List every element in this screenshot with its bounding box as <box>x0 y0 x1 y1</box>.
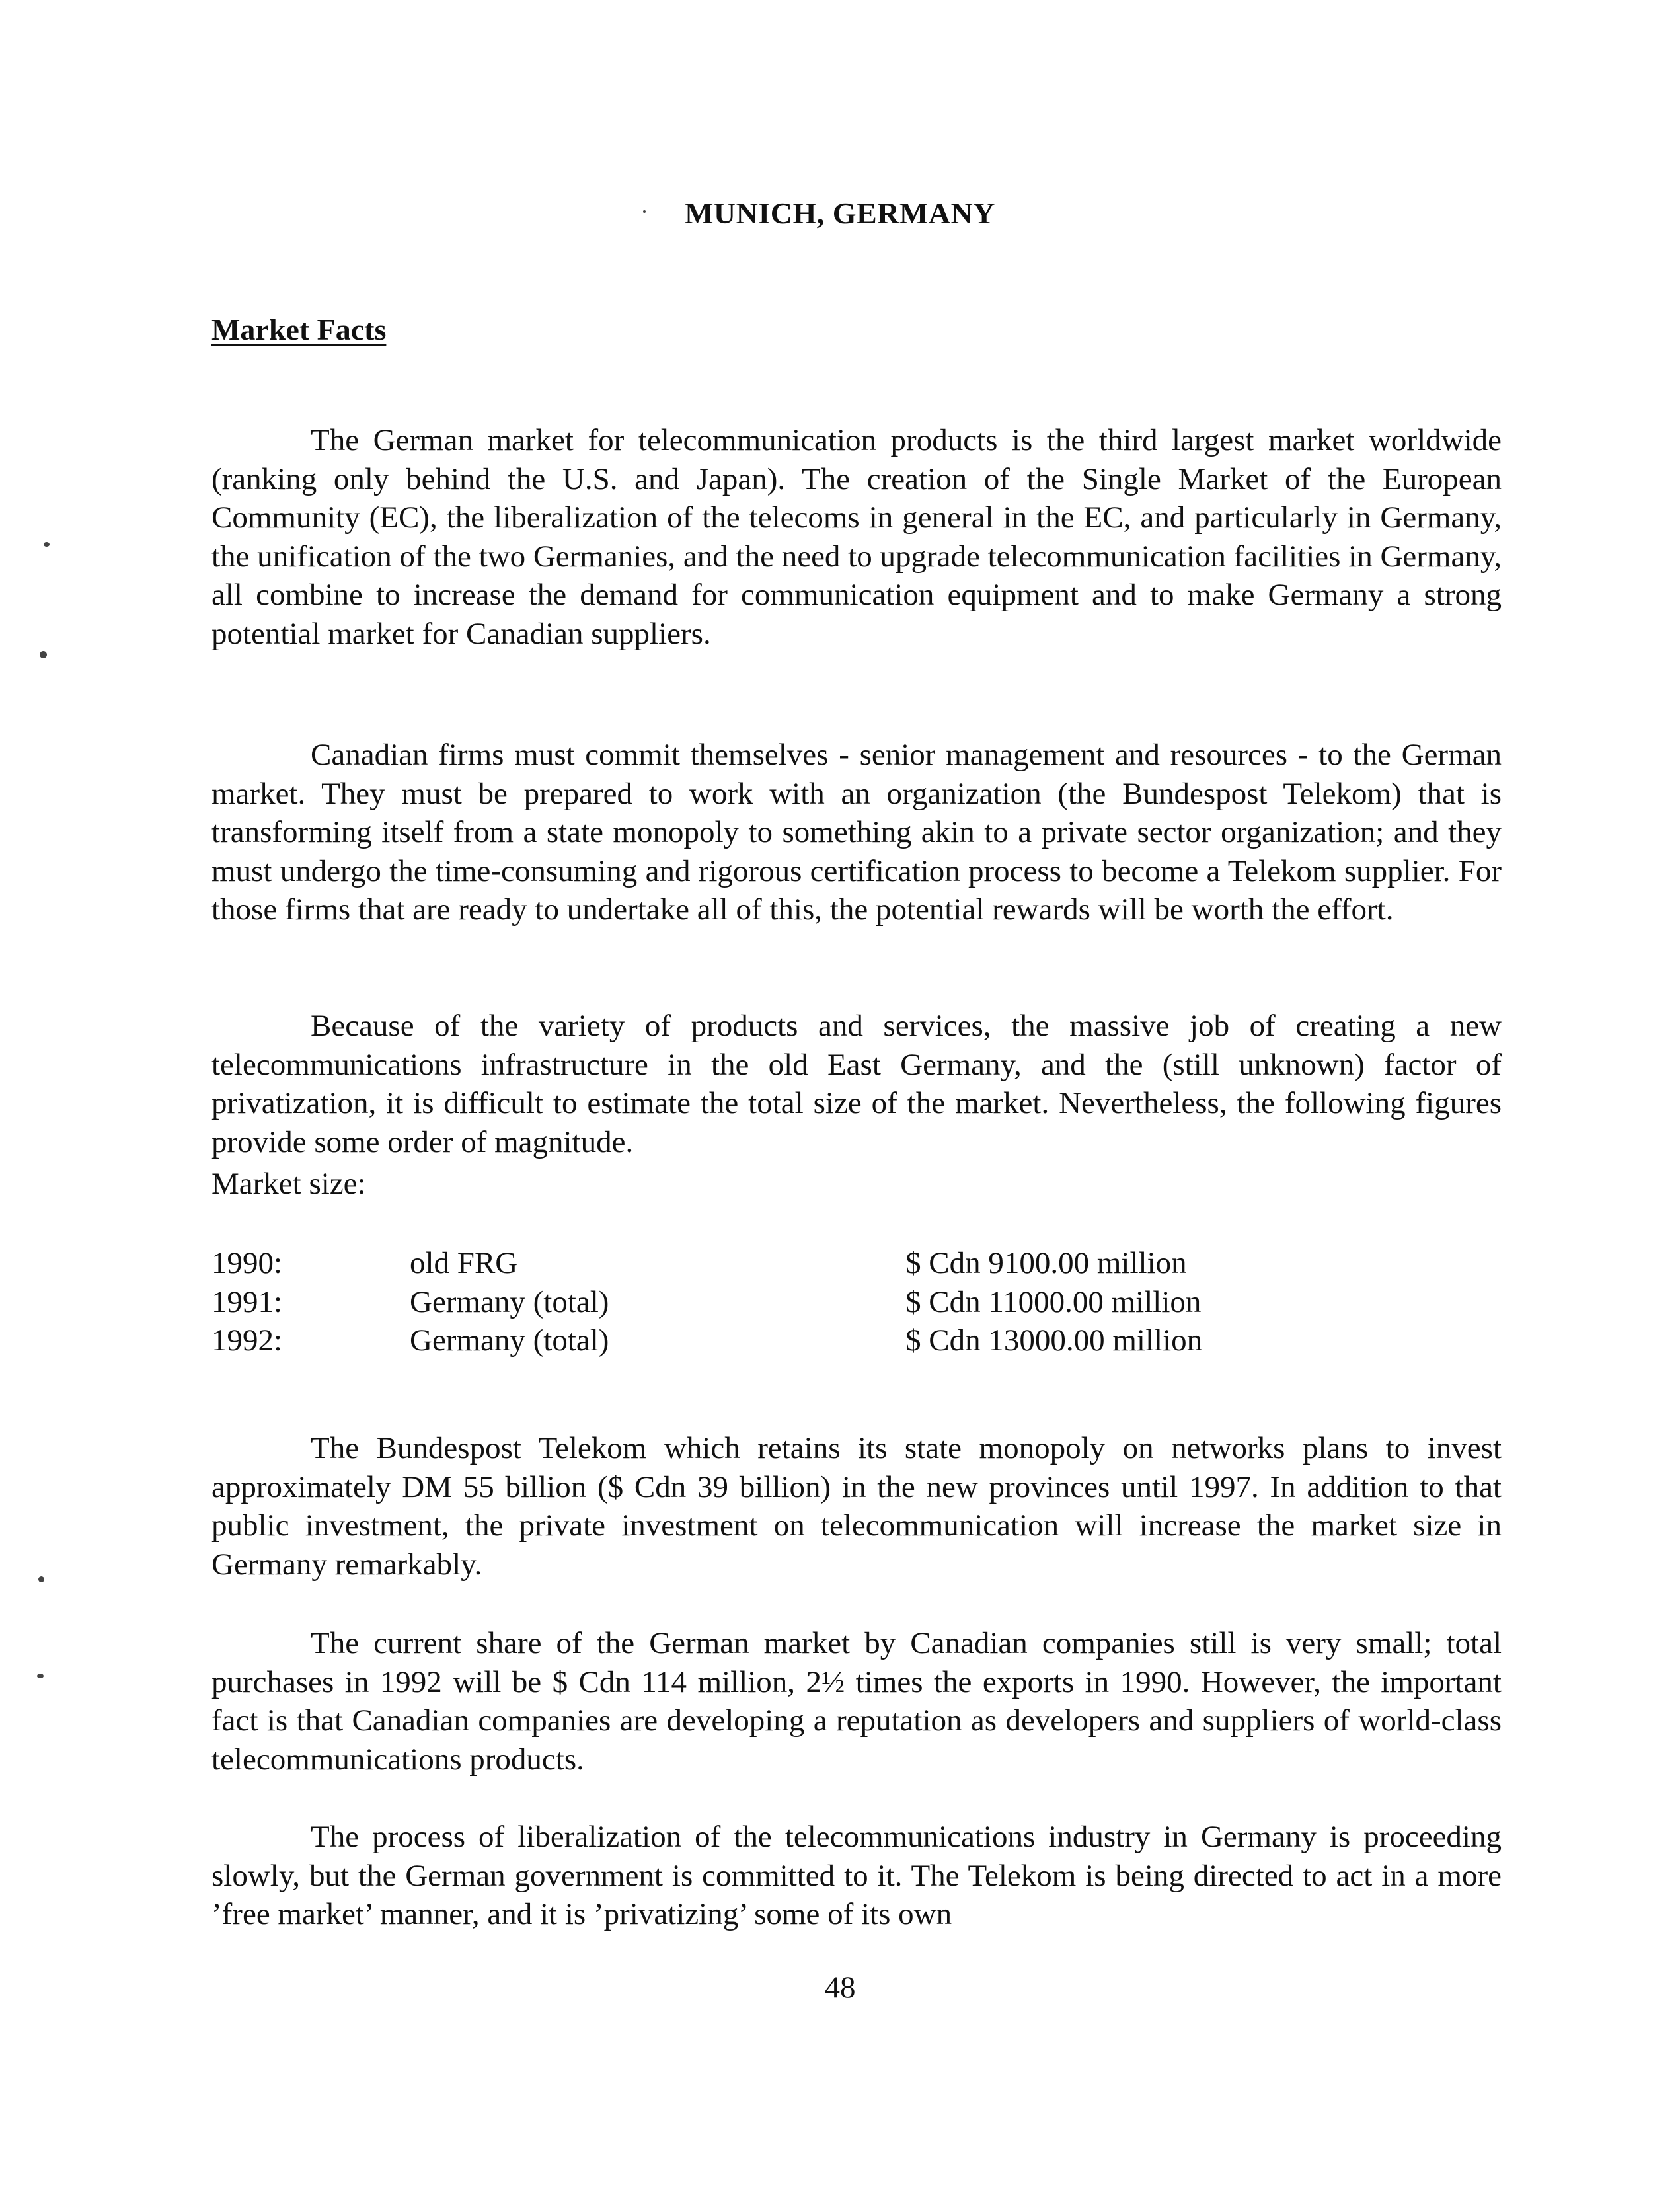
page-number: 48 <box>824 1970 856 2005</box>
paragraph-canadian-share: The current share of the German market by Canadian companies still is very small; total purchases in 1992 will be $ Cdn 114 million, 2½ times the exports in 1990. However, the important fact is that Canadian companies are developing a reputation as developers and suppliers of world-class telecommunications products. <box>211 1626 1502 1777</box>
value-cell: $ Cdn 13000.00 million <box>905 1323 1203 1358</box>
value-cell: $ Cdn 9100.00 million <box>905 1246 1187 1280</box>
paragraph-canadian-commitment: Canadian firms must commit themselves - senior management and resources - to the German market. They must be prepared to work with an organization (the Bundespost Telekom) that is transforming itself from a state monopoly to something akin to a private sector organization; and they must undergo the time-consuming and rigorous certification process to become a Telekom supplier. For those firms that are ready to undertake all of this, the potential rewards will be worth the effort. <box>211 738 1502 927</box>
year-cell: 1991: <box>211 1284 283 1319</box>
page-title: MUNICH, GERMANY <box>684 196 995 230</box>
paragraph-market-overview: The German market for telecommunication products is the third largest market worldwide (ranking only behind the U.S. and Japan). The creation of the Single Market of the European Community (EC), the liberalization of the telecoms in general in the EC, and particularly in Germany, the unification of the two Germanies, and the need to upgrade telecommunication facilities in Germany, all combine to increase the demand for communication equipment and to make Germany a strong potential market for Canadian suppliers. <box>211 423 1502 651</box>
table-row <box>211 1244 1335 1283</box>
market-size-label: Market size: <box>211 1167 366 1201</box>
scan-speck <box>40 651 47 658</box>
year-cell: 1990: <box>211 1246 283 1280</box>
value-cell: $ Cdn 11000.00 million <box>905 1284 1202 1319</box>
year-cell: 1992: <box>211 1323 283 1358</box>
section-heading: Market Facts <box>211 313 387 346</box>
table-row <box>211 1321 1335 1360</box>
region-cell: old FRG <box>410 1246 518 1280</box>
region-cell: Germany (total) <box>410 1284 609 1319</box>
paragraph-liberalization: The process of liberalization of the telecommunications industry in Germany is proceeding slowly, but the German government is committed to it. The Telekom is being directed to act in a more ’free market’ manner, and it is ’privatizing’ some of its own <box>211 1820 1502 1931</box>
market-size-table <box>211 1244 1335 1360</box>
scan-speck <box>38 1576 44 1582</box>
table-row <box>211 1283 1335 1322</box>
scan-speck <box>37 1674 44 1678</box>
paragraph-market-estimate: Because of the variety of products and services, the massive job of creating a new telecommunications infrastructure in the old East Germany, and the (still unknown) factor of privatization, it is difficult to estimate the total size of the market. Nevertheless, the following figures provide some order of magnitude. <box>211 1009 1502 1159</box>
scan-speck <box>643 210 646 213</box>
region-cell: Germany (total) <box>410 1323 609 1358</box>
paragraph-telekom-investment: The Bundespost Telekom which retains its state monopoly on networks plans to invest approximately DM 55 billion ($ Cdn 39 billion) in the new provinces until 1997. In addition to that public investment, the private investment on telecommunication will increase the market size in Germany remarkably. <box>211 1431 1502 1582</box>
scan-speck <box>44 542 50 547</box>
